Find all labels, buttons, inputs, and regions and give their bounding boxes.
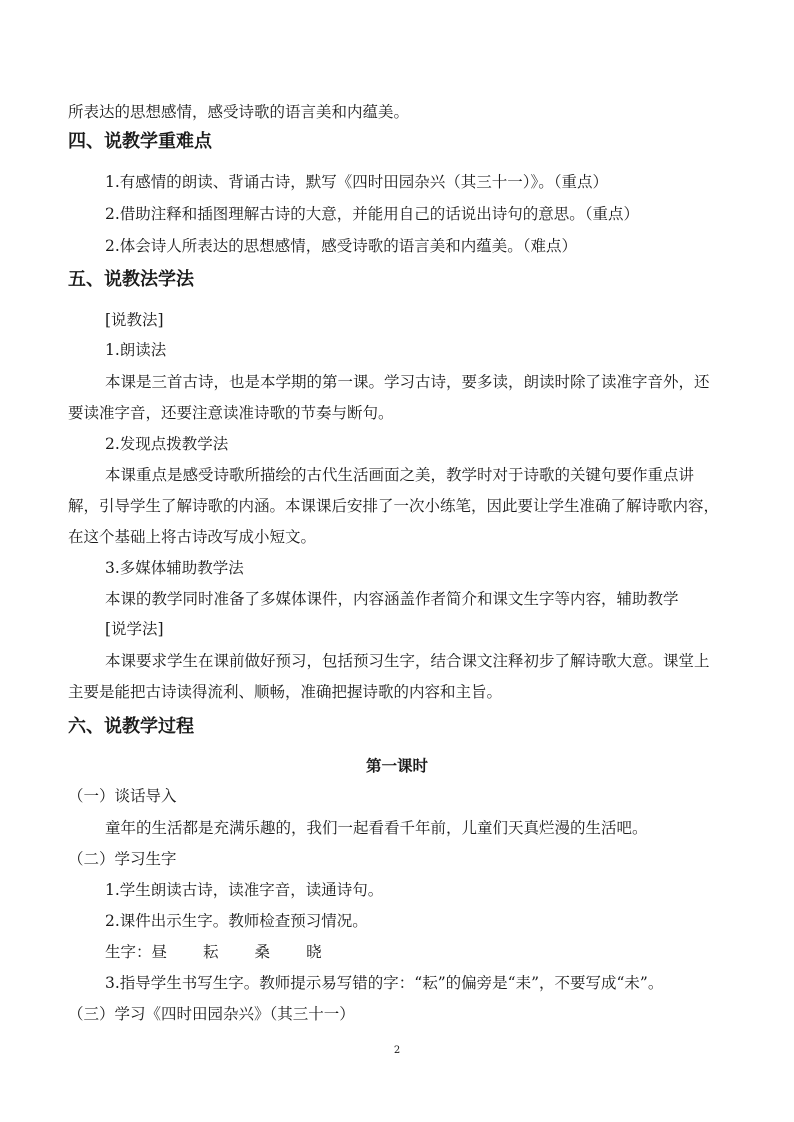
vocab-char: 晓 — [306, 943, 322, 961]
paragraph-line: 2.体会诗人所表达的思想感情，感受诗歌的语言美和内蕴美。（难点） — [105, 237, 578, 255]
paragraph-line: 所表达的思想感情，感受诗歌的语言美和内蕴美。 — [68, 103, 410, 121]
paragraph-line: 2.借助注释和插图理解古诗的大意，并能用自己的话说出诗句的意思。（重点） — [105, 205, 640, 223]
vocabulary-line — [105, 942, 322, 962]
paragraph-line: （二）学习生字 — [68, 850, 177, 868]
paragraph-line: 1.有感情的朗读、背诵古诗，默写《四时田园杂兴（其三十一）》。（重点） — [105, 173, 609, 191]
paragraph-line: （一）谈话导入 — [68, 787, 177, 805]
paragraph-line: 主要是能把古诗读得流利、顺畅，准确把握诗歌的内容和主旨。 — [68, 683, 503, 701]
vocab-char: 耘 — [203, 943, 219, 961]
paragraph-line: 要读准字音，还要注意读准诗歌的节奏与断句。 — [68, 404, 394, 422]
paragraph-line: 本课是三首古诗，也是本学期的第一课。学习古诗，要多读，朗读时除了读准字音外，还 — [105, 373, 710, 391]
vocab-char: 桑 — [254, 943, 271, 961]
section-heading-6: 六、说教学过程 — [68, 716, 194, 737]
paragraph-line: 在这个基础上将古诗改写成小短文。 — [68, 528, 317, 546]
paragraph-line: 2.课件出示生字。教师检查预习情况。 — [105, 912, 368, 930]
paragraph-line: 3.指导学生书写生字。教师提示易写错的字：“耘”的偏旁是“耒”，不要写成“未”。 — [105, 974, 664, 992]
lesson-subtitle: 第一课时 — [365, 757, 428, 775]
page-number: 2 — [393, 1045, 401, 1056]
paragraph-line: （三）学习《四时田园杂兴》（其三十一） — [68, 1005, 355, 1023]
paragraph-line: 1.朗读法 — [105, 341, 167, 359]
vocabulary-label: 生字： — [105, 943, 152, 961]
paragraph-line: [说学法] — [105, 620, 164, 638]
paragraph-line: 3.多媒体辅助教学法 — [105, 559, 244, 577]
paragraph-line: 本课的教学同时准备了多媒体课件，内容涵盖作者简介和课文生字等内容，辅助教学 — [105, 590, 679, 608]
paragraph-line: 解，引导学生了解诗歌的内涵。本课课后安排了一次小练笔，因此要让学生准确了解诗歌内容， — [68, 497, 720, 515]
paragraph-line: 本课要求学生在课前做好预习，包括预习生字，结合课文注释初步了解诗歌大意。课堂上 — [105, 652, 710, 670]
paragraph-line: [说教法] — [105, 311, 164, 329]
section-heading-5: 五、说教法学法 — [68, 269, 194, 290]
section-heading-4: 四、说教学重难点 — [68, 131, 212, 152]
paragraph-line: 本课重点是感受诗歌所描绘的古代生活画面之美，教学时对于诗歌的关键句要作重点讲 — [105, 466, 695, 484]
paragraph-line: 1.学生朗读古诗，读准字音，读通诗句。 — [105, 881, 384, 899]
paragraph-line: 童年的生活都是充满乐趣的，我们一起看看千年前，儿童们天真烂漫的生活吧。 — [105, 819, 648, 837]
paragraph-line: 2.发现点拨教学法 — [105, 435, 229, 453]
vocab-char: 昼 — [151, 943, 168, 961]
